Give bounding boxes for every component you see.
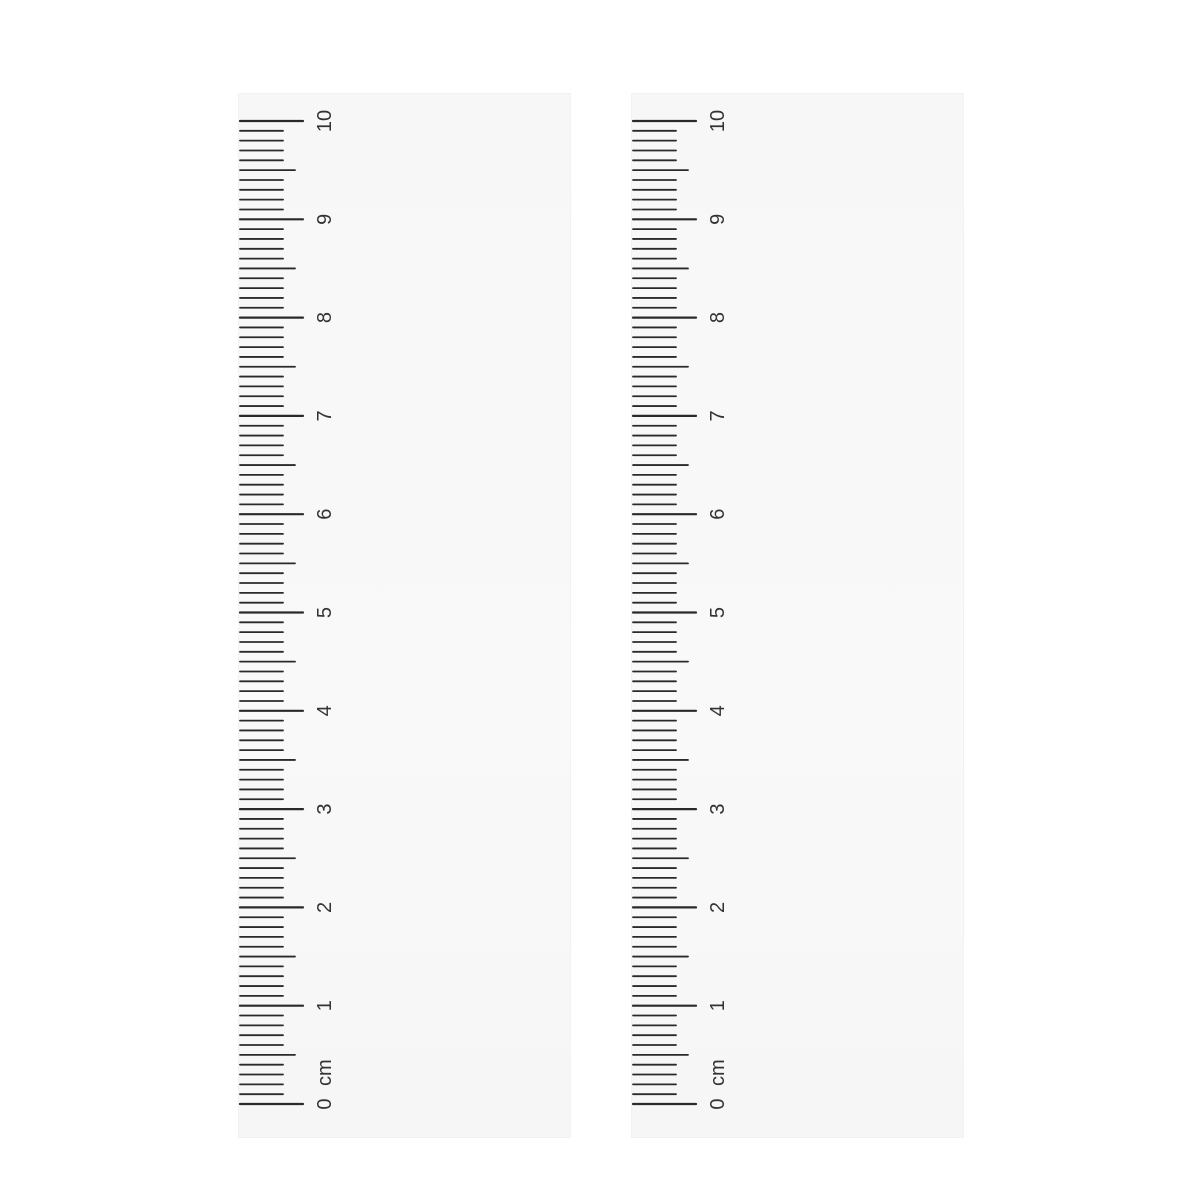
ruler-right <box>631 93 964 1138</box>
ruler-left <box>238 93 571 1138</box>
cm-label: 0 <box>707 1098 729 1110</box>
unit-label: cm <box>707 1059 729 1086</box>
cm-label: 8 <box>314 312 336 324</box>
cm-label: 5 <box>314 606 336 619</box>
cm-label: 4 <box>314 705 336 717</box>
cm-label: 4 <box>707 705 729 717</box>
cm-label: 7 <box>707 410 729 422</box>
cm-label: 5 <box>707 606 729 619</box>
cm-label: 9 <box>707 213 729 225</box>
cm-label: 6 <box>314 508 336 520</box>
cm-label: 10 <box>314 109 336 133</box>
cm-label: 2 <box>707 901 729 913</box>
cm-label: 3 <box>707 803 729 815</box>
cm-label: 7 <box>314 410 336 422</box>
cm-label: 8 <box>707 312 729 324</box>
cm-label: 10 <box>707 109 729 133</box>
ruler-scale-left <box>238 93 571 1138</box>
cm-label: 2 <box>314 901 336 913</box>
cm-label: 3 <box>314 803 336 815</box>
unit-label: cm <box>314 1059 336 1086</box>
cm-label: 6 <box>707 508 729 520</box>
cm-label: 1 <box>707 1000 729 1012</box>
cm-label: 1 <box>314 1000 336 1012</box>
ruler-scale-right <box>631 93 964 1138</box>
cm-label: 0 <box>314 1098 336 1110</box>
cm-label: 9 <box>314 213 336 225</box>
